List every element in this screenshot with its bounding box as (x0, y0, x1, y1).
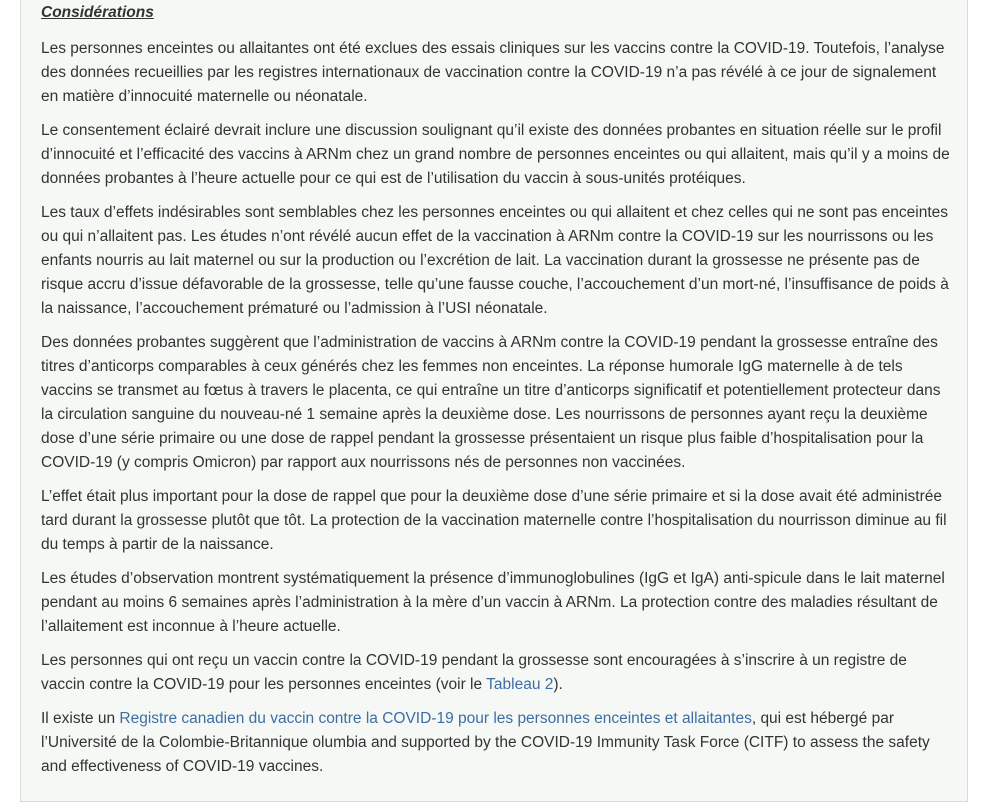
paragraph-registry (41, 649, 953, 697)
content-panel (20, 0, 968, 802)
table-2-link[interactable]: Tableau 2 (486, 676, 554, 693)
paragraph-canadian-registry (41, 707, 953, 779)
canadian-text-after: , qui est hébergé par l’Université de la Colombie-Britannique olumbia and supported by the COVID-19 Immunity Task Force (CITF) to assess the safety and effectiveness of COVID-19 vaccines. (41, 710, 930, 775)
canadian-text-before: Il existe un (41, 710, 120, 727)
paragraph-exclusion: Les personnes enceintes ou allaitantes ont été exclues des essais cliniques sur les vaccins contre la COVID-19. Toutefois, l’analyse des données recueillies par les registres internationaux de vaccination contre la COVID-19 n’a pas révélé à ce jour de signalement en matière d’innocuité maternelle ou néonatale. (41, 40, 945, 105)
registry-text-before: Les personnes qui ont reçu un vaccin contre la COVID-19 pendant la grossesse sont encouragées à s’inscrire à un registre de vaccin contre la COVID-19 pour les personnes enceintes (voir le (41, 652, 907, 693)
paragraph-consent: Le consentement éclairé devrait inclure une discussion soulignant qu’il existe des données probantes en situation réelle sur le profil d’innocuité et l’efficacité des vaccins à ARNm chez un grand nombre de personnes enceintes ou qui allaitent, mais qu’il y a moins de données probantes à l’heure actuelle pour ce qui est de l’utilisation du vaccin à sous-unités protéiques. (41, 122, 950, 187)
paragraph-antibodies: Des données probantes suggèrent que l’administration de vaccins à ARNm contre la COVID-19 pendant la grossesse entraîne des titres d’anticorps comparables à ceux générés chez les femmes non enceintes. La réponse humorale IgG maternelle à de tels vaccins se transmet au fœtus à travers le placenta, ce qui entraîne un titre d’anticorps significatif et potentiellement protecteur dans la circulation sanguine du nouveau-né 1 semaine après la deuxième dose. Les nourrissons de personnes ayant reçu la deuxième dose d’une série primaire ou une dose de rappel pendant la grossesse présentaient un risque plus faible d’hospitalisation pour la COVID-19 (y compris Omicron) par rapport aux nourrissons nés de personnes non vaccinées. (41, 334, 941, 471)
paragraph-breastmilk: Les études d’observation montrent systématiquement la présence d’immunoglobulines (IgG et IgA) anti-spicule dans le lait maternel pendant au moins 6 semaines après l’administration à la mère d’un vaccin à ARNm. La protection contre des maladies résultant de l’allaitement est inconnue à l’heure actuelle. (41, 570, 945, 635)
paragraph-booster-effect: L’effet était plus important pour la dose de rappel que pour la deuxième dose d’une série primaire et si la dose avait été administrée tard durant la grossesse plutôt que tôt. La protection de la vaccination maternelle contre l’hospitalisation du nourrisson diminue au fil du temps à partir de la naissance. (41, 488, 947, 553)
section-heading: Considérations (41, 4, 154, 21)
considerations-section (41, 0, 953, 779)
registry-text-after: ). (553, 676, 563, 693)
paragraph-adverse-effects: Les taux d’effets indésirables sont semblables chez les personnes enceintes ou qui allaitent et chez celles qui ne sont pas enceintes ou qui n’allaitent pas. Les études n’ont révélé aucun effet de la vaccination à ARNm contre la COVID-19 sur les nourrissons ou les enfants nourris au lait maternel ou sur la production ou l’excrétion de lait. La vaccination durant la grossesse ne présente pas de risque accru d’issue défavorable de la grossesse, telle qu’une fausse couche, l’accouchement d’un mort-né, l’insuffisance de poids à la naissance, l’accouchement prématuré ou l’admission à l’USI néonatale. (41, 204, 949, 317)
canadian-registry-link[interactable]: Registre canadien du vaccin contre la COVID-19 pour les personnes enceintes et allaitantes (119, 710, 752, 727)
